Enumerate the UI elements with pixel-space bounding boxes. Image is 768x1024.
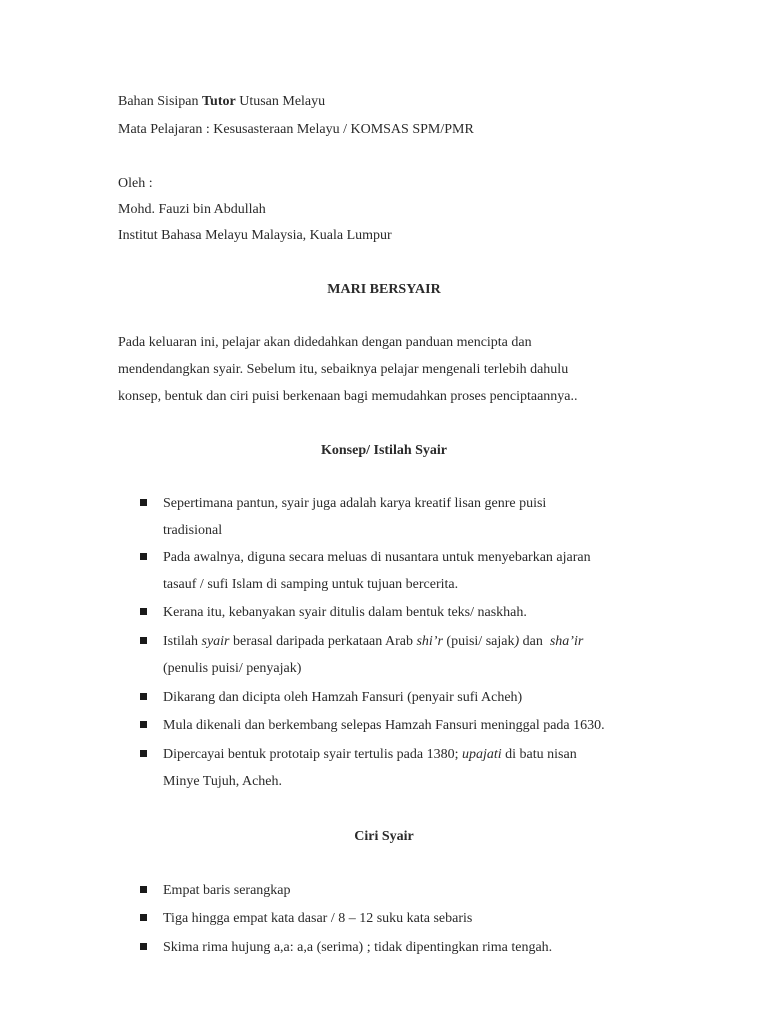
list-item-1-line-1: Sepertimana pantun, syair juga adalah karya kreatif lisan genre puisi <box>163 496 547 511</box>
header-line-1 <box>118 93 325 111</box>
header-suffix: Utusan Melayu <box>235 94 326 109</box>
list-item-2-line-1: Pada awalnya, diguna secara meluas di nusantara untuk menyebarkan ajaran <box>163 550 591 565</box>
section-heading-konsep: Konsep/ Istilah Syair <box>320 443 448 458</box>
author-institution: Institut Bahasa Melayu Malaysia, Kuala Lumpur <box>118 228 392 243</box>
ciri-item-1: Empat baris serangkap <box>163 883 291 898</box>
page-title: MARI BERSYAIR <box>327 282 441 297</box>
bullet-marker <box>140 721 147 728</box>
header-bold-word: Tutor <box>202 94 236 109</box>
header-line-2: Mata Pelajaran : Kesusasteraan Melayu / KOMSAS SPM/PMR <box>118 122 474 137</box>
bullet-marker <box>140 553 147 560</box>
bullet-marker <box>140 886 147 893</box>
list-item-1-line-2: tradisional <box>163 523 223 538</box>
bullet-marker <box>140 608 147 615</box>
section-heading-ciri: Ciri Syair <box>354 829 414 844</box>
bullet-marker <box>140 693 147 700</box>
header-prefix: Bahan Sisipan <box>118 94 202 109</box>
italic-term: upajati <box>461 747 502 762</box>
list-item-7-line-1: Dipercayai bentuk prototaip syair tertulis pada 1380; upajati di batu nisan <box>163 747 577 762</box>
list-item-2-line-2: tasauf / sufi Islam di samping untuk tujuan bercerita. <box>163 577 459 592</box>
list-item-5: Dikarang dan dicipta oleh Hamzah Fansuri (penyair sufi Acheh) <box>163 690 523 705</box>
bullet-marker <box>140 943 147 950</box>
author-label: Oleh : <box>118 176 153 191</box>
list-item-6: Mula dikenali dan berkembang selepas Hamzah Fansuri meninggal pada 1630. <box>163 718 605 733</box>
author-name: Mohd. Fauzi bin Abdullah <box>118 202 266 217</box>
intro-line-1: Pada keluaran ini, pelajar akan didedahkan dengan panduan mencipta dan <box>118 335 532 350</box>
ciri-item-3: Skima rima hujung a,a: a,a (serima) ; tidak dipentingkan rima tengah. <box>163 940 553 955</box>
ciri-item-2: Tiga hingga empat kata dasar / 8 – 12 suku kata sebaris <box>163 911 473 926</box>
intro-line-2: mendendangkan syair. Sebelum itu, sebaiknya pelajar mengenali terlebih dahulu <box>118 362 569 377</box>
list-item-7-line-2: Minye Tujuh, Acheh. <box>163 774 283 789</box>
list-item-3: Kerana itu, kebanyakan syair ditulis dalam bentuk teks/ naskhah. <box>163 605 527 620</box>
bullet-marker <box>140 750 147 757</box>
bullet-marker <box>140 637 147 644</box>
bullet-marker <box>140 499 147 506</box>
bullet-marker <box>140 914 147 921</box>
italic-term: shi’r <box>416 634 443 649</box>
italic-term: sha’ir <box>549 634 584 649</box>
list-item-4-line-2: (penulis puisi/ penyajak) <box>163 661 302 676</box>
italic-term: syair <box>201 634 230 649</box>
list-item-4-line-1: Istilah syair berasal daripada perkataan Arab shi’r (puisi/ sajak) dan sha’ir <box>163 634 584 649</box>
intro-line-3: konsep, bentuk dan ciri puisi berkenaan bagi memudahkan proses penciptaannya.. <box>118 389 578 404</box>
